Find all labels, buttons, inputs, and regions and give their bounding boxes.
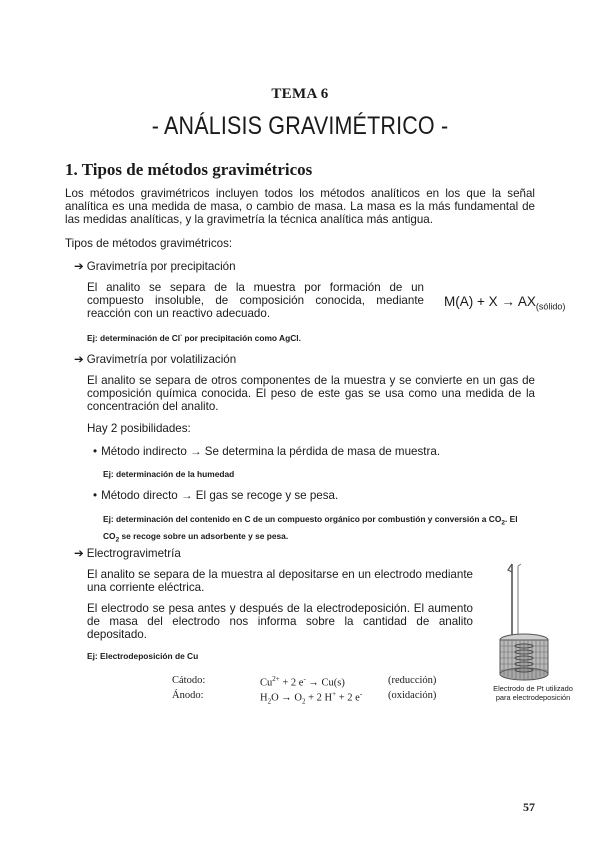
directo-text: Método directo → El gas se recoge y se pesa. — [101, 489, 339, 502]
item-precipitacion — [74, 259, 236, 273]
item-electrogravimetria — [74, 546, 181, 560]
chapter-label: TEMA 6 — [271, 86, 329, 102]
arrow-right-icon: ➔ — [74, 547, 84, 560]
page-title: - ANÁLISIS GRAVIMÉTRICO - — [151, 112, 449, 140]
electro-example: Ej: Electrodeposición de Cu — [87, 651, 199, 661]
reaction-row-anodo — [172, 690, 446, 707]
electrode-reactions — [172, 675, 446, 706]
intro-paragraph: Los métodos gravimétricos incluyen todos los métodos analíticos en los que la señal analítica es una medida de masa, o cambio de masa. La masa es la más fundamental de las medidas analíticas, y la gravimetría la técnica analítica más antigua. — [65, 187, 535, 226]
precipitation-formula — [444, 294, 565, 312]
directo-example: Ej: determinación del contenido en C de un compuesto orgánico por combustión y conversión a $CO_2$. El $CO_2$ se recoge sobre un adsorbente y se pesa. — [103, 514, 518, 544]
volatilizacion-text: El analito se separa de otros componentes de la muestra y se convierte en un gas de composición química conocida. El peso de este gas se usa como una medida de la concentración del analito. — [87, 374, 535, 413]
caption-line-2: para electrodeposición — [495, 693, 571, 702]
item-volatilizacion-title: Gravimetría por volatilización — [86, 353, 237, 366]
electro-text-2: El electrodo se pesa antes y después de la electrodeposición. El aumento de masa del electrodo nos informa sobre la cantidad de analito depositado. — [87, 602, 473, 641]
anodo-reaction: $H_2O \to O_2 + 2$ H+ + 2 e- — [260, 689, 363, 706]
pt-electrode-illustration — [488, 560, 578, 684]
types-label: Tipos de métodos gravimétricos: — [65, 237, 233, 250]
posibilidades-label: Hay 2 posibilidades: — [87, 422, 191, 435]
bullet-indirecto — [93, 445, 440, 458]
item-volatilizacion — [74, 352, 236, 366]
catodo-note: (reducción) — [388, 675, 437, 686]
reaction-row-catodo — [172, 675, 446, 690]
electrode-caption — [475, 684, 591, 702]
arrow-right-icon: ➔ — [74, 260, 84, 273]
indirecto-text: Método indirecto → Se determina la pérdida de masa de muestra. — [101, 445, 441, 458]
anodo-note: (oxidación) — [388, 689, 437, 701]
anodo-label: Ánodo: — [172, 689, 204, 701]
bullet-directo — [93, 489, 338, 502]
catodo-label: Cátodo: — [172, 675, 206, 686]
precipitacion-text: El analito se separa de la muestra por formación de un compuesto insoluble, de composición conocida, mediante reacción con un reactivo adecuado. — [87, 281, 424, 320]
bullet-icon: • — [93, 445, 98, 458]
formula-main: M(A) + X → AX — [444, 294, 536, 309]
caption-line-1: Electrodo de Pt utilizado — [493, 684, 573, 693]
bullet-icon: • — [93, 489, 98, 502]
arrow-right-icon: ➔ — [74, 353, 84, 366]
electro-text-1: El analito se separa de la muestra al depositarse en un electrodo mediante una corriente eléctrica. — [87, 568, 473, 594]
indirecto-example: Ej: determinación de la humedad — [103, 469, 235, 479]
formula-subscript: (sólido) — [535, 301, 566, 312]
item-electro-title: Electrogravimetría — [86, 547, 181, 560]
precipitacion-example: Ej: determinación de Cl- por precipitación como AgCl. — [87, 332, 301, 343]
catodo-reaction: $Cu^{2+} + 2$ e- → Cu(s) — [260, 675, 345, 689]
item-precipitacion-title: Gravimetría por precipitación — [86, 260, 236, 273]
page-number: 57 — [523, 800, 535, 814]
section-heading: 1. Tipos de métodos gravimétricos — [65, 160, 313, 179]
